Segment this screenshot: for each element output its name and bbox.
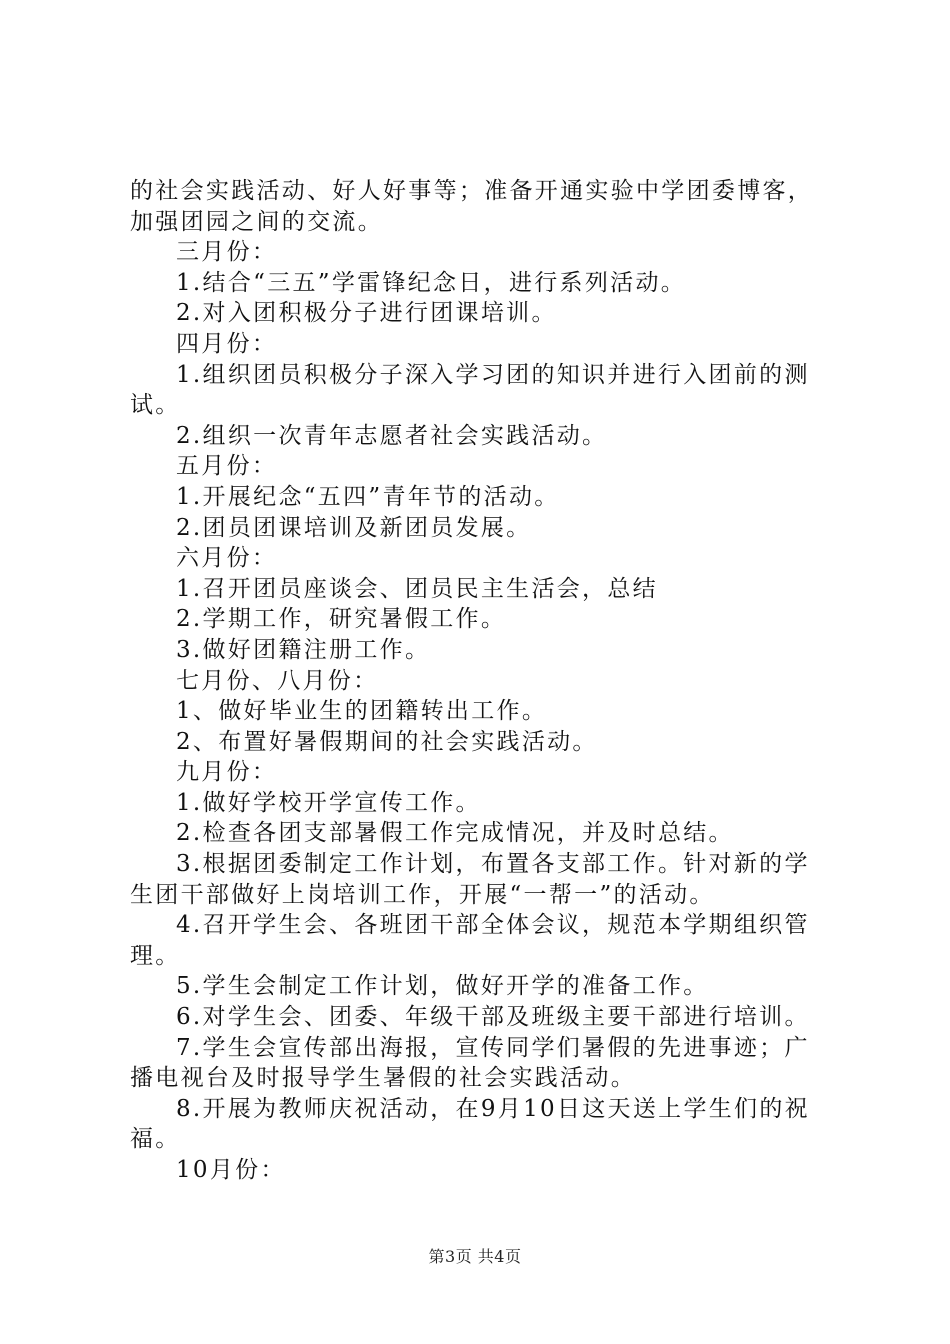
page-footer: 第3页 共4页 xyxy=(428,1247,522,1266)
text-line: 福。 xyxy=(130,1126,181,1153)
text-line: 2.学期工作，研究暑假工作。 xyxy=(176,606,507,633)
text-line: 生团干部做好上岗培训工作，开展“一帮一”的活动。 xyxy=(130,881,715,908)
text-line: 2.组织一次青年志愿者社会实践活动。 xyxy=(176,422,608,449)
text-line: 1.开展纪念“五四”青年节的活动。 xyxy=(176,483,560,510)
text-line: 1.做好学校开学宣传工作。 xyxy=(176,789,481,816)
text-line: 4.召开学生会、各班团干部全体会议，规范本学期组织管 xyxy=(176,912,810,939)
text-line: 6.对学生会、团委、年级干部及班级主要干部进行培训。 xyxy=(176,1004,810,1031)
text-line: 5.学生会制定工作计划，做好开学的准备工作。 xyxy=(176,973,709,1000)
text-line: 3.根据团委制定工作计划，布置各支部工作。针对新的学 xyxy=(176,851,810,878)
text-line: 播电视台及时报导学生暑假的社会实践活动。 xyxy=(130,1065,636,1092)
text-line: 理。 xyxy=(130,942,181,969)
text-line: 2.检查各团支部暑假工作完成情况，并及时总结。 xyxy=(176,820,734,847)
text-line: 加强团园之间的交流。 xyxy=(130,208,383,235)
text-line: 七月份、八月份： xyxy=(176,667,379,694)
text-line: 六月份： xyxy=(176,545,278,572)
text-line: 九月份： xyxy=(176,759,278,786)
text-line: 五月份： xyxy=(176,453,278,480)
text-line: 1.组织团员积极分子深入学习团的知识并进行入团前的测 xyxy=(176,361,810,388)
text-line: 2、布置好暑假期间的社会实践活动。 xyxy=(176,728,598,755)
text-line: 10月份： xyxy=(176,1157,286,1183)
text-line: 的社会实践活动、好人好事等；准备开通实验中学团委博客， xyxy=(130,178,814,204)
text-line: 三月份： xyxy=(176,239,278,266)
text-line: 1、做好毕业生的团籍转出工作。 xyxy=(176,698,548,725)
text-line: 四月份： xyxy=(176,330,278,357)
document-body xyxy=(130,176,835,1186)
text-line: 3.做好团籍注册工作。 xyxy=(176,636,431,663)
text-line: 1.召开团员座谈会、团员民主生活会，总结 xyxy=(176,575,658,602)
text-line: 8.开展为教师庆祝活动，在9月10日这天送上学生们的祝 xyxy=(176,1095,810,1122)
text-line: 试。 xyxy=(130,392,181,419)
text-line: 7.学生会宣传部出海报，宣传同学们暑假的先进事迹；广 xyxy=(176,1034,810,1061)
text-line: 2.对入团积极分子进行团课培训。 xyxy=(176,300,557,327)
text-line: 2.团员团课培训及新团员发展。 xyxy=(176,514,532,541)
text-line: 1.结合“三五”学雷锋纪念日，进行系列活动。 xyxy=(176,269,687,296)
